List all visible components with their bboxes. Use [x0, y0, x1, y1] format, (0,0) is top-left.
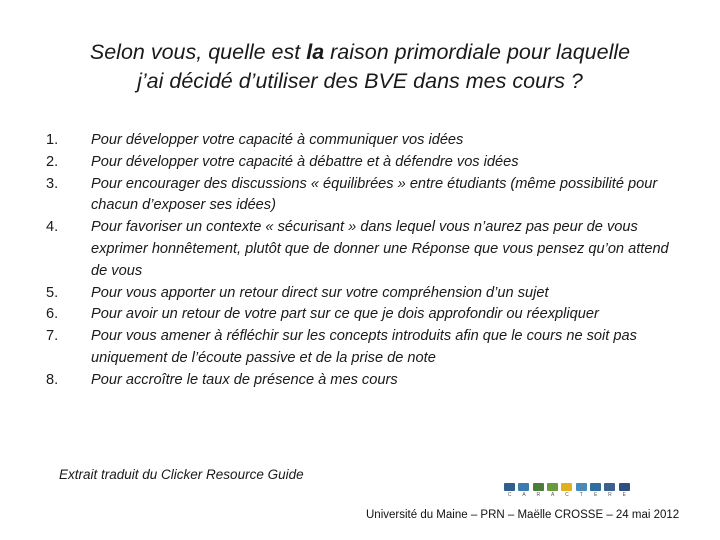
- question-list: [46, 130, 686, 392]
- logo-block: [533, 483, 544, 491]
- logo-block: [604, 483, 615, 491]
- question-number: 5.: [46, 284, 59, 301]
- question-text: Pour avoir un retour de votre part sur ce que je dois approfondir ou réexpliquer: [91, 306, 599, 323]
- question-item: [46, 304, 686, 326]
- logo-letter: C: [507, 492, 512, 498]
- logo-cell: [604, 483, 615, 503]
- logo-cell: [576, 483, 587, 503]
- footer-credit: Université du Maine – PRN – Maëlle CROSSE – 24 mai 2012: [366, 509, 680, 521]
- question-text: Pour développer votre capacité à communiquer vos idées: [91, 132, 464, 148]
- question-number: 1.: [46, 132, 59, 148]
- question-item: [46, 130, 686, 152]
- title-line-1-end: raison primordiale pour laquelle: [324, 40, 631, 64]
- slide-title: [40, 38, 680, 96]
- logo-cell: [518, 483, 529, 503]
- question-number: 8.: [46, 371, 59, 388]
- question-number: 7.: [46, 328, 59, 345]
- question-item: [46, 326, 686, 370]
- question-item: [46, 370, 686, 392]
- logo-cell: [561, 483, 572, 503]
- logo-cell: [533, 483, 544, 503]
- logo-letter: A: [522, 492, 526, 498]
- question-item: [46, 174, 686, 218]
- question-item: [46, 283, 686, 305]
- logo-letter: R: [536, 492, 541, 498]
- source-note: Extrait traduit du Clicker Resource Guide: [59, 467, 304, 482]
- title-line-1-start: Selon vous, quelle est: [89, 40, 307, 64]
- question-text: Pour développer votre capacité à débattre et à défendre vos idées: [91, 153, 519, 170]
- logo-block: [504, 483, 515, 491]
- logo-block: [518, 483, 529, 491]
- title-line-2: j’ai décidé d’utiliser des BVE dans mes cours ?: [137, 69, 583, 93]
- question-item: [46, 217, 686, 282]
- logo-letter: T: [579, 492, 583, 498]
- logo-letter: E: [622, 492, 626, 498]
- question-text: Pour encourager des discussions « équilibrées » entre étudiants (même possibilité pour chacun d’exposer ses idées): [91, 175, 658, 214]
- logo-cell: [619, 483, 630, 503]
- question-text: Pour vous apporter un retour direct sur votre compréhension d’un sujet: [91, 284, 549, 301]
- logo-letter: C: [565, 492, 569, 498]
- logo-cell: [504, 483, 515, 503]
- question-number: 2.: [46, 153, 59, 170]
- logo: [504, 483, 630, 503]
- logo-block: [576, 483, 587, 491]
- logo-letter: R: [608, 492, 612, 498]
- question-number: 6.: [46, 306, 59, 323]
- logo-block: [619, 483, 630, 491]
- logo-cell: [590, 483, 601, 503]
- question-text: Pour accroître le taux de présence à mes cours: [91, 371, 398, 388]
- question-text: Pour favoriser un contexte « sécurisant » dans lequel vous n’aurez pas peur de vous exprimer honnêtement, plutôt que de donner une Réponse que vous pensez qu’on attend de vous: [91, 219, 669, 279]
- logo-block: [547, 483, 558, 491]
- question-item: [46, 152, 686, 174]
- logo-cell: [547, 483, 558, 503]
- question-text: Pour vous amener à réfléchir sur les concepts introduits afin que le cours ne soit pas uniquement de l’écoute passive et de la prise de note: [91, 328, 637, 366]
- logo-block: [590, 483, 601, 491]
- question-number: 3.: [46, 175, 59, 192]
- title-line-1: [40, 38, 680, 67]
- logo-block: [561, 483, 572, 491]
- title-emphasis: la: [306, 40, 325, 64]
- logo-letter: E: [593, 492, 598, 498]
- logo-letter: A: [550, 492, 555, 498]
- question-number: 4.: [46, 219, 59, 236]
